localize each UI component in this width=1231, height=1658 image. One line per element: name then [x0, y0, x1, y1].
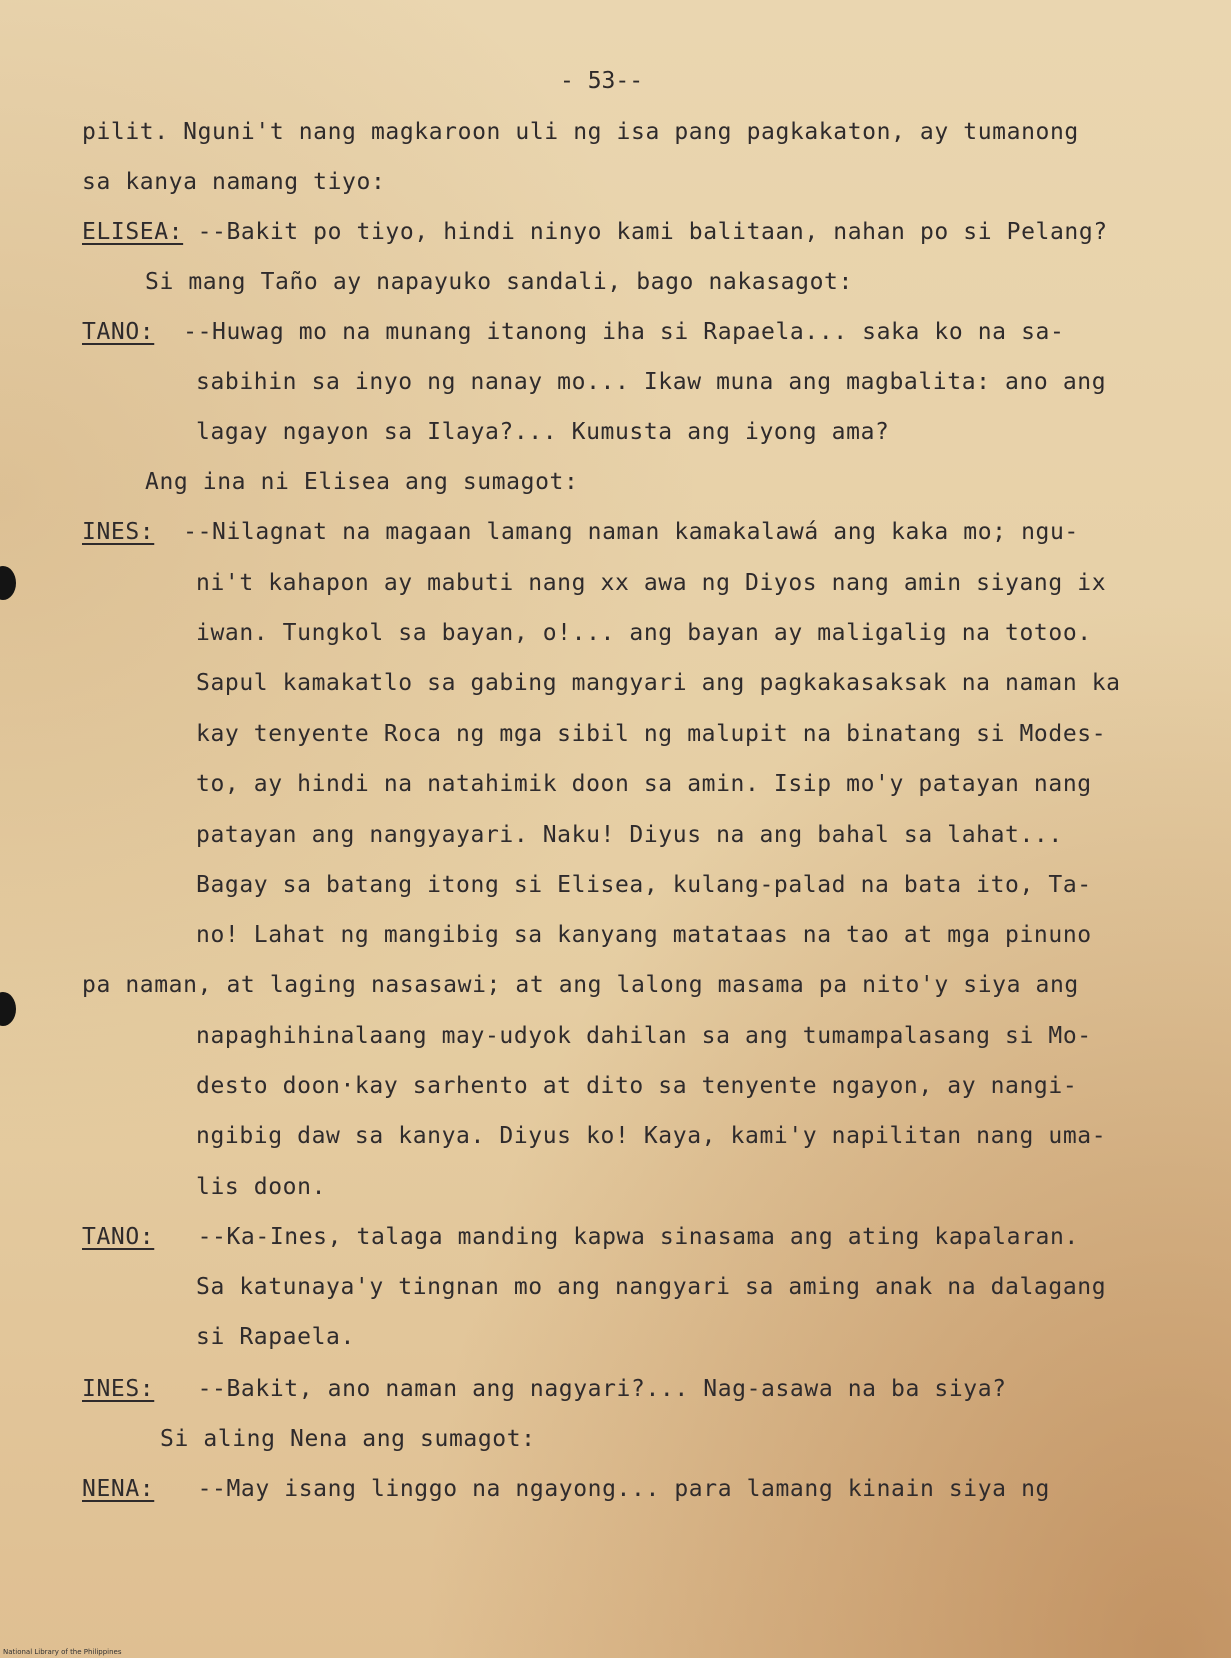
dialogue-line: INES: --Bakit, ano naman ang nagyari?... Nag-asawa na ba siya?: [82, 1376, 1007, 1402]
speaker-label: TANO:: [82, 1224, 155, 1250]
text-line: to, ay hindi na natahimik doon sa amin. Isip mo'y patayan nang: [196, 771, 1092, 797]
text-line: pa naman, at laging nasasawi; at ang lalong masama pa nito'y siya ang: [82, 972, 1079, 998]
text-line: Bagay sa batang itong si Elisea, kulang-palad na bata ito, Ta-: [196, 872, 1092, 898]
dialogue-line: NENA: --May isang linggo na ngayong... para lamang kinain siya ng: [82, 1476, 1050, 1502]
text-line: Sapul kamakatlo sa gabing mangyari ang pagkakasaksak na naman ka: [196, 670, 1121, 696]
speaker-label: TANO:: [82, 319, 155, 345]
dialogue-line: INES: --Nilagnat na magaan lamang naman kamakalawá ang kaka mo; ngu-: [82, 519, 1079, 545]
text-line: kay tenyente Roca ng mga sibil ng malupit na binatang si Modes-: [196, 721, 1107, 747]
narration-line: Si aling Nena ang sumagot:: [160, 1426, 536, 1452]
text-line: pilit. Nguni't nang magkaroon uli ng isa pang pagkakaton, ay tumanong: [82, 119, 1079, 145]
speaker-label: ELISEA:: [82, 219, 184, 245]
narration-line: Ang ina ni Elisea ang sumagot:: [145, 469, 579, 495]
text-line: Sa katunaya'y tingnan mo ang nangyari sa aming anak na dalagang: [196, 1274, 1107, 1300]
speaker-label: INES:: [82, 519, 155, 545]
text-line: lis doon.: [196, 1174, 327, 1200]
speaker-label: INES:: [82, 1376, 155, 1402]
text-line: iwan. Tungkol sa bayan, o!... ang bayan ay maligalig na totoo.: [196, 620, 1092, 646]
dialogue-line: TANO: --Ka-Ines, talaga manding kapwa sinasama ang ating kapalaran.: [82, 1224, 1079, 1250]
text-line: si Rapaela.: [196, 1324, 355, 1350]
text-line: lagay ngayon sa Ilaya?... Kumusta ang iyong ama?: [196, 419, 890, 445]
speaker-label: NENA:: [82, 1476, 155, 1502]
text-line: sa kanya namang tiyo:: [82, 169, 386, 195]
text-line: ni't kahapon ay mabuti nang xx awa ng Diyos nang amin siyang ix: [196, 570, 1107, 596]
text-line: sabihin sa inyo ng nanay mo... Ikaw muna ang magbalita: ano ang: [196, 369, 1107, 395]
binder-hole: [0, 992, 16, 1026]
footer-credit: National Library of the Philippines: [3, 1648, 122, 1656]
text-line: no! Lahat ng mangibig sa kanyang matataas na tao at mga pinuno: [196, 922, 1092, 948]
text-line: napaghihinalaang may-udyok dahilan sa ang tumampalasang si Mo-: [196, 1023, 1092, 1049]
narration-line: Si mang Taño ay napayuko sandali, bago nakasagot:: [145, 269, 853, 295]
text-line: desto doon·kay sarhento at dito sa tenyente ngayon, ay nangi-: [196, 1073, 1078, 1099]
binder-hole: [0, 566, 16, 600]
text-line: patayan ang nangyayari. Naku! Diyus na ang bahal sa lahat...: [196, 822, 1063, 848]
page-number: - 53--: [560, 68, 644, 94]
text-line: ngibig daw sa kanya. Diyus ko! Kaya, kami'y napilitan nang uma-: [196, 1123, 1107, 1149]
dialogue-line: ELISEA: --Bakit po tiyo, hindi ninyo kami balitaan, nahan po si Pelang?: [82, 219, 1108, 245]
dialogue-line: TANO: --Huwag mo na munang itanong iha si Rapaela... saka ko na sa-: [82, 319, 1065, 345]
